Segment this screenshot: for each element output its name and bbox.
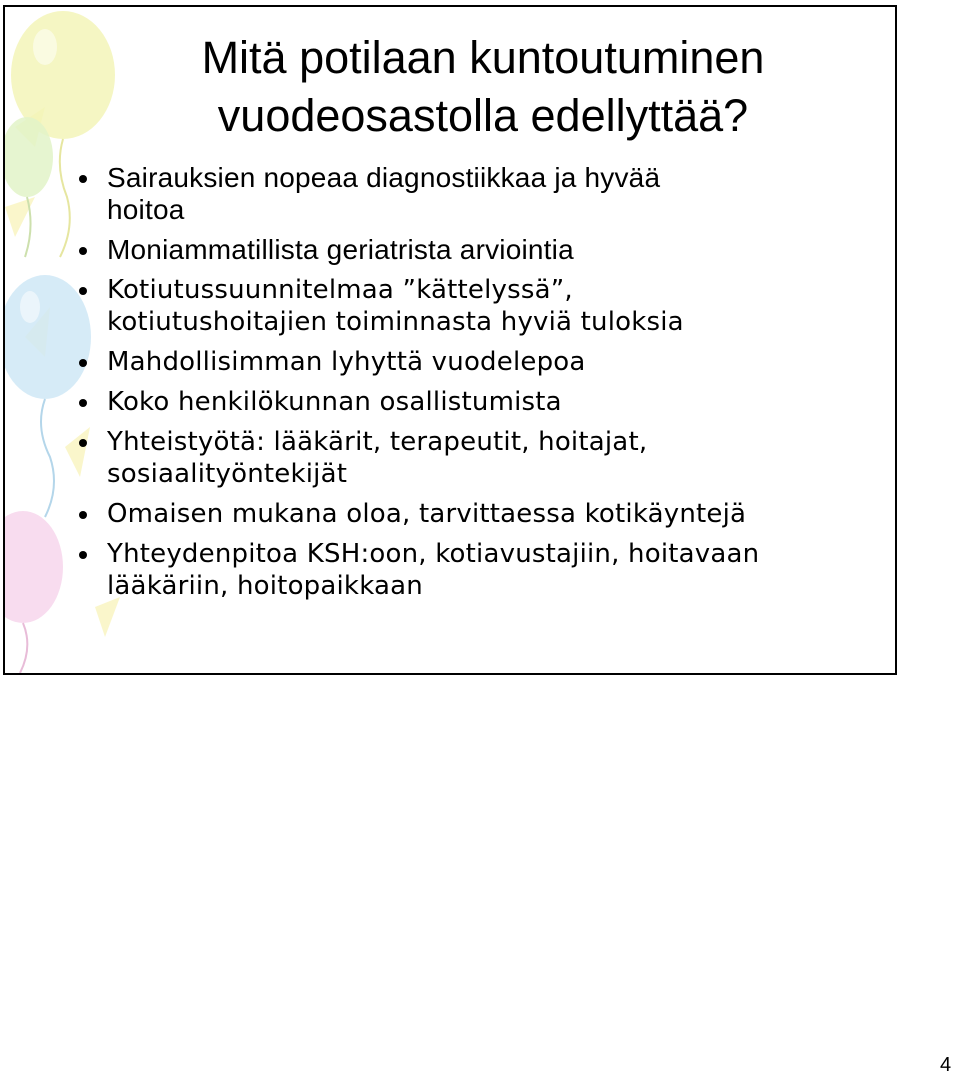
bullet-icon <box>79 551 87 559</box>
bullet-text: Mahdollisimman lyhyttä vuodelepoa <box>107 347 586 377</box>
bullet-icon <box>79 247 87 255</box>
bullet-text: Yhteydenpitoa KSH:oon, kotiavustajiin, hoitavaan <box>107 539 760 569</box>
bullet-icon <box>79 359 87 367</box>
bullet-icon <box>79 399 87 407</box>
balloon-icon <box>5 511 63 673</box>
slide-title <box>93 29 873 145</box>
page-number: 4 <box>940 1054 952 1076</box>
bullet-icon <box>79 511 87 519</box>
slide-frame <box>3 5 897 675</box>
bullet-item <box>79 386 889 418</box>
bullet-icon <box>79 439 87 447</box>
bullet-text: kotiutushoitajien toiminnasta hyviä tuloksia <box>107 307 684 337</box>
bullet-text: Yhteistyötä: lääkärit, terapeutit, hoitajat, <box>107 427 648 457</box>
bullet-text: lääkäriin, hoitopaikkaan <box>107 571 423 601</box>
bullet-text: Moniammatillista geriatrista arviointia <box>107 234 574 265</box>
bullet-text: hoitoa <box>107 194 185 225</box>
bullet-item <box>79 234 889 266</box>
bullet-text: Koko henkilökunnan osallistumista <box>107 387 562 417</box>
bullet-text: sosiaalityöntekijät <box>107 459 348 489</box>
bullet-item <box>79 498 889 530</box>
bullet-item <box>79 538 889 602</box>
title-line: Mitä potilaan kuntoutuminen <box>201 32 765 83</box>
bullet-text: Kotiutussuunnitelmaa ”kättelyssä”, <box>107 275 573 305</box>
bullet-item <box>79 274 889 338</box>
bullet-list <box>79 162 889 610</box>
bullet-item <box>79 346 889 378</box>
balloon-icon <box>5 117 53 257</box>
bullet-item <box>79 426 889 490</box>
bullet-icon <box>79 175 87 183</box>
bullet-item <box>79 162 889 226</box>
bullet-icon <box>79 287 87 295</box>
bullet-text: Omaisen mukana oloa, tarvittaessa kotikäyntejä <box>107 499 747 529</box>
bullet-text: Sairauksien nopeaa diagnostiikkaa ja hyvää <box>107 162 661 193</box>
title-line: vuodeosastolla edellyttää? <box>217 90 749 141</box>
